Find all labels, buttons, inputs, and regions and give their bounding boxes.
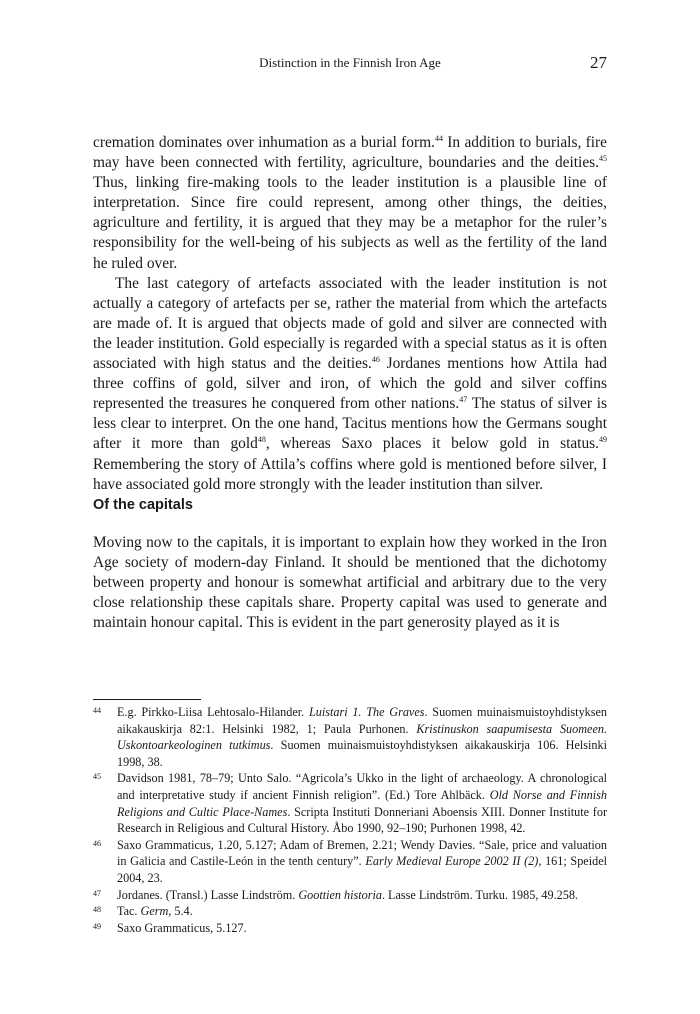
italic-title: Early Medieval Europe 2002 II (2)	[365, 854, 539, 869]
running-head	[93, 55, 607, 75]
text-run: Saxo Grammaticus, 1.20, 5.127; Adam of Bremen, 2.21; Wendy Davies. “Sale, price and valuation in Galicia and Castile-León in the tenth century”.	[117, 837, 607, 869]
running-title: Distinction in the Finnish Iron Age	[259, 55, 441, 70]
footnote-44	[93, 704, 607, 770]
text-run: The last category of artefacts associated with the leader institution is not actually a category of artefacts per se, rather the material from which the artefacts are made of. It is argued that objects made of gold and silver are connected with the leader institution. Gold especially is regarded with a special status as it is often associated with high status and the deities.	[93, 274, 607, 373]
text-run: . Scripta Instituti Donneriani Aboensis XIII. Donner Institute for Research in Religious and Cultural History. Åbo 1990, 92–190; Purhonen 1998, 42.	[117, 804, 608, 836]
text-run: . Suomen muinaismuistoyhdistyksen aikakauskirja 106. Helsinki 1998, 38.	[117, 738, 607, 769]
text-run: The status of silver is less clear to interpret. On the one hand, Tacitus mentions how the Germans sought after it more than gold	[93, 395, 608, 453]
footnote-45	[93, 770, 607, 836]
paragraph-1	[93, 133, 607, 274]
text-run: E.g. Pirkko-Liisa Lehtosalo-Hilander.	[117, 705, 309, 719]
text-run: Thus, linking fire-making tools to the leader institution is a plausible line of interpretation. Since fire could represent, among other things, the deities, agriculture and fertility, it is argued that they may be a metaphor for the ruler’s responsibility for the well-being of his subjects as well as the fertility of the land he ruled over.	[93, 174, 607, 272]
italic-title: Germ	[140, 904, 169, 919]
footnote-rule	[93, 699, 201, 700]
text-run: , 161; Speidel 2004, 23.	[117, 854, 607, 885]
footnote-ref-44: 44	[434, 134, 443, 143]
text-run: . Suomen muinaismuistoyhdistyksen aikakauskirja 82:1. Helsinki 1982, 1; Paula Purhonen.	[117, 705, 607, 736]
paragraph-2	[93, 274, 607, 495]
footnote-number: 48	[93, 905, 101, 915]
text-run: Jordanes mentions how Attila had three coffins of gold, silver and iron, of which the gold and silver coffins represented the treasures he conquered from other nations.	[93, 355, 607, 413]
text-run: . Lasse Lindström. Turku. 1985, 49.258.	[381, 887, 578, 902]
footnote-ref-48: 48	[257, 435, 266, 445]
footnote-46	[93, 837, 607, 887]
text-run: Saxo Grammaticus, 5.127.	[117, 920, 247, 935]
footnote-text	[117, 888, 578, 902]
italic-title: Luistari 1. The Graves	[308, 705, 425, 719]
text-run: , 5.4.	[168, 904, 193, 919]
footnote-ref-49: 49	[599, 435, 607, 445]
text-run: Davidson 1981, 78–79; Unto Salo. “Agricola’s Ukko in the light of archaeology. A chronological and interpretative study if ancient Finnish religion”. (Ed.) Tore Ahlbäck.	[117, 771, 607, 802]
section-heading: Of the capitals	[93, 497, 193, 513]
footnote-text	[117, 771, 607, 835]
section-text	[93, 533, 607, 633]
footnote-number: 45	[93, 772, 101, 782]
text-run: In addition to burials, fire may have been connected with fertility, agriculture, boundaries and the deities.	[93, 134, 607, 172]
footnote-text	[117, 838, 607, 885]
page-number: 27	[590, 53, 607, 72]
text-run: Remembering the story of Attila’s coffins where gold is mentioned before silver, I have associated gold more strongly with the leader institution than silver.	[93, 455, 607, 493]
footnote-ref-46: 46	[371, 355, 380, 365]
italic-title: Goottien historia	[298, 887, 382, 902]
footnote-text	[117, 904, 193, 918]
footnote-49	[93, 920, 607, 937]
body-text	[93, 133, 607, 495]
footnote-47	[93, 887, 607, 904]
text-run: , whereas Saxo places it below gold in status.	[265, 435, 599, 453]
text-run: Jordanes. (Transl.) Lasse Lindström.	[117, 887, 299, 902]
footnote-ref-45: 45	[599, 154, 607, 164]
italic-title: Kristinuskon saapumisesta Suomeen. Uskontoarkeologinen tutkimus	[117, 721, 607, 753]
footnote-number: 47	[93, 888, 101, 898]
footnote-number: 46	[93, 838, 101, 848]
paragraph-3: Moving now to the capitals, it is important to explain how they worked in the Iron Age society of modern-day Finland. It should be mentioned that the dichotomy between property and honour is somewhat artificial and arbitrary due to the very close relationship these capitals share. Property capital was used to generate and maintain honour capital. This is evident in the part generosity played as it is	[93, 534, 607, 632]
text-run: Tac.	[117, 904, 141, 919]
footnote-number: 49	[93, 921, 101, 931]
italic-title: Old Norse and Finnish Religions and Cultic Place-Names	[117, 787, 608, 819]
footnotes	[93, 704, 607, 936]
footnote-text	[117, 921, 247, 935]
footnote-text	[117, 705, 607, 769]
footnote-number: 44	[93, 706, 101, 715]
text-run: cremation dominates over inhumation as a burial form.	[93, 134, 435, 151]
footnote-48	[93, 903, 607, 920]
footnote-ref-47: 47	[459, 395, 468, 405]
